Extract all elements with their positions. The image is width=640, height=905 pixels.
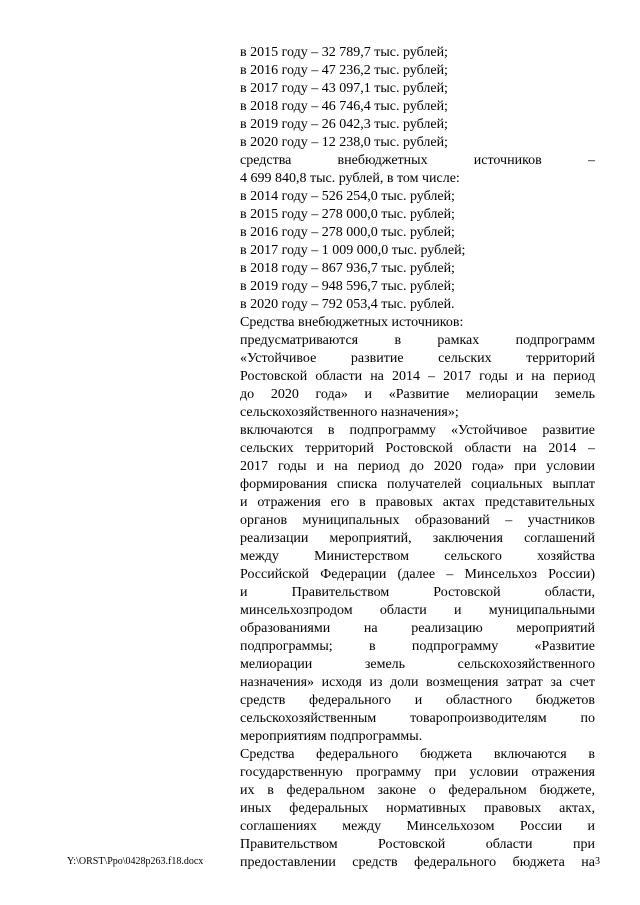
text-line: в 2014 году – 526 254,0 тыс. рублей; bbox=[240, 189, 455, 204]
text-line: соглашениях между Минсельхозом России и bbox=[240, 819, 595, 834]
text-line: включаются в подпрограмму «Устойчивое развитие bbox=[240, 423, 595, 438]
text-line: Средства федерального бюджета включаются в bbox=[240, 747, 595, 762]
text-line: в 2017 году – 43 097,1 тыс. рублей; bbox=[240, 81, 448, 96]
text-line: Средства внебюджетных источников: bbox=[240, 315, 464, 330]
text-line: органов муниципальных образований – участников bbox=[240, 513, 595, 528]
text-line: 2017 годы и на период до 2020 года» при условии bbox=[240, 459, 595, 474]
text-line: в 2016 году – 47 236,2 тыс. рублей; bbox=[240, 63, 448, 78]
text-line: иных федеральных нормативных правовых актах, bbox=[240, 801, 595, 816]
text-line: Правительством Ростовской области при bbox=[240, 837, 595, 852]
text-line: мероприятиям подпрограммы. bbox=[240, 729, 423, 744]
text-line: в 2018 году – 46 746,4 тыс. рублей; bbox=[240, 99, 448, 114]
text-line: мелиорации земель сельскохозяйственного bbox=[240, 657, 595, 672]
text-line: подпрограммы; в подпрограмму «Развитие bbox=[240, 639, 595, 654]
text-line: предоставлении средств федерального бюджета на bbox=[240, 855, 595, 870]
text-line: в 2017 году – 1 009 000,0 тыс. рублей; bbox=[240, 243, 466, 258]
text-line: сельских территорий Ростовской области на 2014 – bbox=[240, 441, 595, 456]
text-line: минсельхозпродом области и муниципальными bbox=[240, 603, 595, 618]
text-line: в 2020 году – 792 053,4 тыс. рублей. bbox=[240, 297, 455, 312]
text-line: их в федеральном законе о федеральном бюджете, bbox=[240, 783, 595, 798]
text-line: между Министерством сельского хозяйства bbox=[240, 549, 595, 564]
text-line: в 2018 году – 867 936,7 тыс. рублей; bbox=[240, 261, 455, 276]
text-line: и отражения его в правовых актах представительных bbox=[240, 495, 595, 510]
text-line: 4 699 840,8 тыс. рублей, в том числе: bbox=[240, 171, 460, 186]
text-line: сельскохозяйственным товаропроизводителям по bbox=[240, 711, 595, 726]
text-line: в 2015 году – 278 000,0 тыс. рублей; bbox=[240, 207, 455, 222]
text-line: в 2019 году – 26 042,3 тыс. рублей; bbox=[240, 117, 448, 132]
text-line: в 2019 году – 948 596,7 тыс. рублей; bbox=[240, 279, 455, 294]
page-number: 3 bbox=[595, 856, 600, 867]
text-line: предусматриваются в рамках подпрограмм bbox=[240, 333, 595, 348]
text-line: государственную программу при условии отражения bbox=[240, 765, 595, 780]
text-line: назначения» исходя из доли возмещения затрат за счет bbox=[240, 675, 595, 690]
text-line: средства внебюджетных источников – bbox=[240, 153, 595, 168]
document-body bbox=[240, 44, 595, 872]
text-line: до 2020 года» и «Развитие мелиорации земель bbox=[240, 387, 595, 402]
text-line: и Правительством Ростовской области, bbox=[240, 585, 595, 600]
text-line: Ростовской области на 2014 – 2017 годы и на период bbox=[240, 369, 595, 384]
file-path: Y:\ORST\Ppo\0428p263.f18.docx bbox=[67, 856, 204, 867]
text-line: средств федерального и областного бюджетов bbox=[240, 693, 595, 708]
text-line: формирования списка получателей социальных выплат bbox=[240, 477, 595, 492]
text-line: в 2020 году – 12 238,0 тыс. рублей; bbox=[240, 135, 448, 150]
text-line: «Устойчивое развитие сельских территорий bbox=[240, 351, 595, 366]
text-line: в 2016 году – 278 000,0 тыс. рублей; bbox=[240, 225, 455, 240]
text-line: образованиями на реализацию мероприятий bbox=[240, 621, 595, 636]
text-line: реализации мероприятий, заключения соглашений bbox=[240, 531, 595, 546]
text-line: Российской Федерации (далее – Минсельхоз России) bbox=[240, 567, 595, 582]
text-line: сельскохозяйственного назначения»; bbox=[240, 405, 459, 420]
text-line: в 2015 году – 32 789,7 тыс. рублей; bbox=[240, 45, 448, 60]
